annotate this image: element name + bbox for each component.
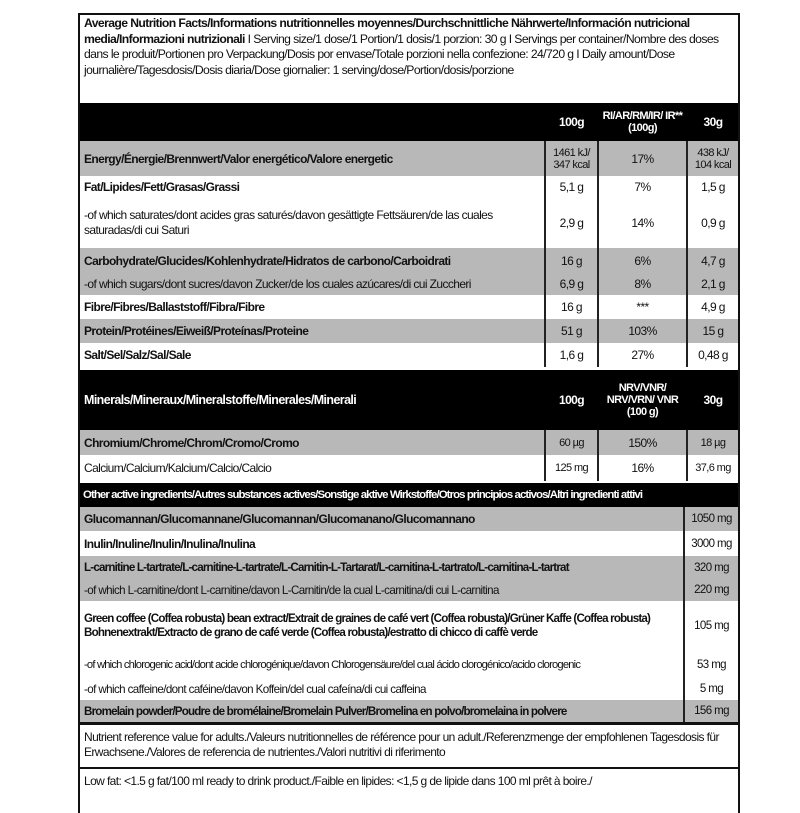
- ingredient-name: Inulin/Inuline/Inulin/Inulina/Inulina: [84, 536, 256, 551]
- nutrition-row: [80, 295, 738, 319]
- nutrient-name: Fibre/Fibres/Ballaststoff/Fibra/Fibre: [84, 300, 265, 314]
- value-30g: 2,1 g: [686, 273, 738, 295]
- nutrition-row: [80, 141, 738, 176]
- ingredient-name: -of which chlorogenic acid/dont acide chlorogénique/davon Chlorogensäure/del cual ácido clorogénico/acido clorogenic: [84, 658, 581, 671]
- nutrient-name: -of which saturates/dont acides gras saturés/davon gesättigte Fettsäuren/de las cuales saturadas/di cui Saturi: [84, 208, 493, 237]
- value-100g: 51 g: [544, 319, 597, 343]
- minerals-header: [80, 370, 738, 430]
- ingredient-row: [80, 700, 738, 722]
- value-ri: 8%: [597, 273, 686, 295]
- col-30g: 30g: [686, 103, 738, 141]
- col-ri: RI/AR/RM/IR/ IR** (100g): [597, 103, 686, 141]
- value-100g: 60 µg: [544, 430, 597, 455]
- col-30g: 30g: [686, 370, 738, 430]
- nutrition-row: [80, 273, 738, 295]
- ingredient-value: 320 mg: [683, 556, 738, 579]
- ingredient-name: L-carnitine L-tartrate/L-carnitine-L-tartrate/L-Carnitin-L-Tartarat/L-carnitina-L-tartrato/L-carnitina-L-tartrat: [84, 561, 569, 574]
- value-100g: 1461 kJ/ 347 kcal: [544, 141, 597, 176]
- value-30g: 4,7 g: [686, 248, 738, 273]
- nutrient-name: Protein/Protéines/Eiweiß/Proteínas/Proteine: [84, 324, 309, 338]
- nutrient-name: -of which sugars/dont sucres/davon Zucker/de los cuales azúcares/di cui Zuccheri: [84, 277, 471, 291]
- value-ri: 17%: [597, 141, 686, 176]
- value-30g: 15 g: [686, 319, 738, 343]
- ingredient-name: Glucomannan/Glucomannane/Glucomannan/Glucomanano/Glucomannano: [84, 512, 475, 526]
- value-100g: 5,1 g: [544, 176, 597, 198]
- nrv-footnote: Nutrient reference value for adults./Valeurs nutritionnelles de référence pour un adult./Referenzmenge der empfohlenen Tagesdosis für Erwachsene./Valores de referencia de nutrientes./Valori nutritivi di riferimento: [84, 730, 719, 759]
- value-ri: 103%: [597, 319, 686, 343]
- divider: [80, 722, 738, 725]
- value-100g: 2,9 g: [544, 198, 597, 248]
- value-ri: 6%: [597, 248, 686, 273]
- ingredient-value: 53 mg: [683, 651, 738, 678]
- value-100g: 1,6 g: [544, 343, 597, 367]
- ingredient-name: -of which L-carnitine/dont L-carnitine/davon L-Carnitin/de la cual L-carnitina/di cui L-carnitina: [84, 583, 499, 597]
- col-100g: 100g: [544, 370, 597, 430]
- value-100g: 6,9 g: [544, 273, 597, 295]
- value-30g: 37,6 mg: [686, 455, 738, 481]
- value-ri: ***: [597, 295, 686, 319]
- value-30g: 438 kJ/ 104 kcal: [686, 141, 738, 176]
- nutrient-name: Carbohydrate/Glucides/Kohlenhydrate/Hidratos de carbono/Carboidrati: [84, 253, 451, 268]
- ingredients-header: [80, 483, 738, 507]
- nutrition-row: [80, 319, 738, 343]
- value-30g: 0,48 g: [686, 343, 738, 367]
- nutrition-column-header: [80, 103, 738, 141]
- ingredient-value: 105 mg: [683, 601, 738, 651]
- value-30g: 1,5 g: [686, 176, 738, 198]
- ingredient-name: Bromelain powder/Poudre de bromélaine/Bromelain Pulver/Bromelina en polvo/bromelaina in polvere: [84, 704, 567, 718]
- value-100g: 16 g: [544, 248, 597, 273]
- value-ri: 7%: [597, 176, 686, 198]
- header-title: Average Nutrition Facts/Informations nutritionnelles moyennes/Durchschnittliche Nährwerte/Información nutricional media/Informazioni nutrizionali: [84, 16, 690, 46]
- divider: [80, 767, 738, 769]
- value-ri: 27%: [597, 343, 686, 367]
- ingredient-value: 5 mg: [683, 678, 738, 700]
- ingredient-group-carnitine: [80, 556, 738, 601]
- ingredient-row: [80, 507, 738, 531]
- nutrition-row: [80, 198, 738, 248]
- nutrition-row: [80, 176, 738, 198]
- serving-info: I Serving size/1 dose/1 Portion/1 dosis/1 porzion: 30 g I Servings per container/Nombre des doses dans le produit/Portionen pro Verpackung/Dosis por envase/Totale porzioni nella confezione: 24/720 g I Daily amount/Dose journalière/Tagesdosis/Dosis diaria/Dose giornalier: 1 serving/dose/Portion/dosis/porzione: [84, 31, 719, 77]
- col-nrv: NRV/VNR/ NRV/VRN/ VNR (100 g): [597, 370, 686, 430]
- label-header: [80, 15, 738, 103]
- mineral-row: [80, 430, 738, 455]
- ingredient-value: 1050 mg: [683, 507, 738, 531]
- ingredient-value: 156 mg: [683, 700, 738, 722]
- nutrient-name: Energy/Énergie/Brennwert/Valor energético/Valore energetic: [84, 151, 393, 166]
- mineral-row: [80, 455, 738, 481]
- ingredient-value: 3000 mg: [683, 531, 738, 556]
- ingredient-name: Green coffee (Coffea robusta) bean extract/Extrait de graines de café vert (Coffea robusta)/Grüner Kaffe (Coffea robusta) Bohnenextrakt/Extracto de grano de café verde (Coffea robusta)/estratto di chicco di caffè verde: [84, 611, 651, 639]
- ingredient-name: -of which caffeine/dont caféine/davon Koffein/del cual cafeína/di cui caffeina: [84, 682, 426, 696]
- value-nrv: 16%: [597, 455, 686, 481]
- nutrient-name: Salt/Sel/Salz/Sal/Sale: [84, 348, 191, 362]
- value-nrv: 150%: [597, 430, 686, 455]
- nutrition-row: [80, 248, 738, 273]
- ingredient-value: 220 mg: [683, 579, 738, 601]
- value-100g: 125 mg: [544, 455, 597, 481]
- col-100g: 100g: [544, 103, 597, 141]
- low-fat-footnote: Low fat: <1.5 g fat/100 ml ready to drink product./Faible en lipides: <1,5 g de lipide dans 100 ml prêt à boire./: [84, 774, 592, 788]
- mineral-name: Chromium/Chrome/Chrom/Cromo/Cromo: [84, 435, 299, 450]
- value-30g: 0,9 g: [686, 198, 738, 248]
- value-100g: 16 g: [544, 295, 597, 319]
- ingredient-row: [80, 531, 738, 556]
- nutrition-row: [80, 343, 738, 367]
- ingredients-title: Other active ingredients/Autres substances actives/Sonstige aktive Wirkstoffe/Otros principios activos/Altri ingredienti attivi: [83, 489, 643, 501]
- value-30g: 4,9 g: [686, 295, 738, 319]
- nutrient-name: Fat/Lipides/Fett/Grasas/Grassi: [84, 180, 240, 194]
- mineral-name: Calcium/Calcium/Kalcium/Calcio/Calcio: [84, 461, 272, 475]
- minerals-title: Minerals/Mineraux/Mineralstoffe/Minerales/Minerali: [84, 393, 357, 407]
- value-30g: 18 µg: [686, 430, 738, 455]
- value-ri: 14%: [597, 198, 686, 248]
